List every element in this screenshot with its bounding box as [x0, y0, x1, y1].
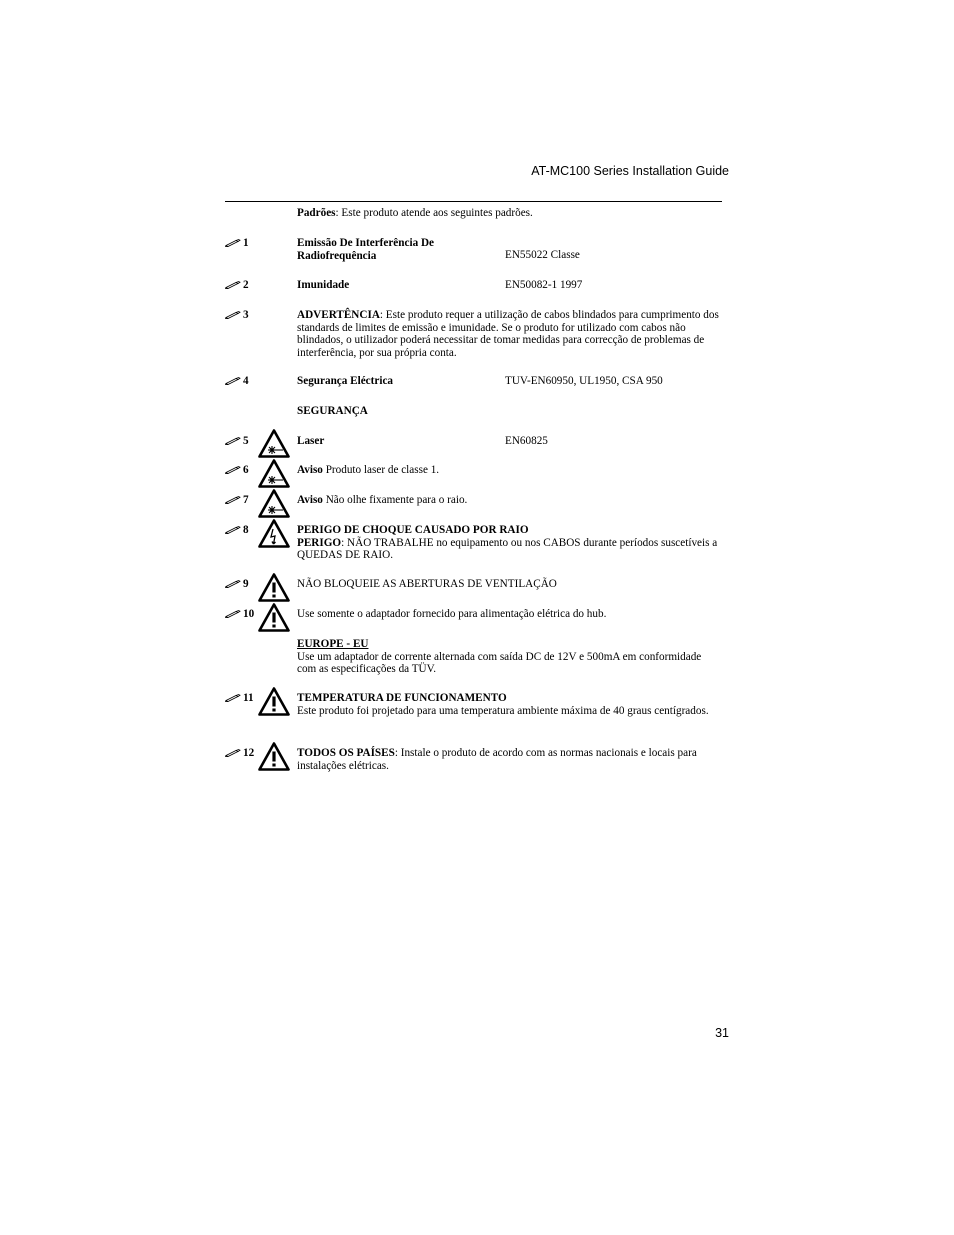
- pencil-icon: [225, 526, 241, 534]
- item-8-text: PERIGO DE CHOQUE CAUSADO POR RAIO PERIGO: NÃO TRABALHE no equipamento ou nos CABOS durante períodos suscetíveis a QUEDAS DE RAIO.: [297, 524, 718, 562]
- item-number-9: 9: [225, 578, 249, 591]
- item-number-4: 4: [225, 375, 249, 388]
- item-5-label: Laser: [297, 435, 325, 447]
- pencil-icon: [225, 281, 241, 289]
- electric-shock-warning-icon: [258, 519, 290, 548]
- header-title: AT-MC100 Series Installation Guide: [531, 164, 729, 178]
- caution-warning-icon: [258, 742, 290, 771]
- caution-warning-icon: [258, 573, 290, 602]
- intro-line: [297, 207, 533, 220]
- europe-eu-text: Use um adaptador de corrente alternada com saída DC de 12V e 500mA em conformidade com as especificações da TÜV.: [297, 650, 702, 676]
- pencil-icon: [225, 694, 241, 702]
- pencil-icon: [225, 377, 241, 385]
- item-7-text: Aviso Não olhe fixamente para o raio.: [297, 494, 468, 506]
- caution-warning-icon: [258, 687, 290, 716]
- intro-text: : Este produto atende aos seguintes padrões.: [335, 207, 533, 219]
- item-4-value: TUV-EN60950, UL1950, CSA 950: [505, 375, 663, 387]
- item-5-value: EN60825: [505, 435, 548, 447]
- pencil-icon: [225, 580, 241, 588]
- item-1-label: Emissão De Interferência De Radiofrequência: [297, 237, 435, 262]
- page-number: 31: [715, 1026, 729, 1040]
- europe-eu-heading: EUROPE - EU: [297, 638, 369, 650]
- item-11-text: TEMPERATURA DE FUNCIONAMENTO Este produto foi projetado para uma temperatura ambiente máxima de 40 graus centígrados.: [297, 692, 709, 717]
- pencil-icon: [225, 239, 241, 247]
- item-2-value: EN50082-1 1997: [505, 279, 583, 291]
- item-10-text: Use somente o adaptador fornecido para alimentação elétrica do hub.: [297, 608, 607, 620]
- item-number-11: 11: [225, 692, 254, 705]
- item-number-5: 5: [225, 435, 249, 448]
- pencil-icon: [225, 749, 241, 757]
- item-number-7: 7: [225, 494, 249, 507]
- pencil-icon: [225, 311, 241, 319]
- item-1-value: EN55022 Classe: [505, 249, 580, 261]
- caution-warning-icon: [258, 603, 290, 632]
- pencil-icon: [225, 610, 241, 618]
- item-number-8: 8: [225, 524, 249, 537]
- pencil-icon: [225, 496, 241, 504]
- laser-warning-icon: [258, 489, 290, 518]
- item-number-6: 6: [225, 464, 249, 477]
- section-heading-seguranca: SEGURANÇA: [297, 405, 368, 417]
- europe-eu-block: [297, 638, 722, 676]
- item-number-12: 12: [225, 747, 254, 760]
- item-2-label: Imunidade: [297, 279, 350, 291]
- pencil-icon: [225, 466, 241, 474]
- item-6-text: Aviso Produto laser de classe 1.: [297, 464, 440, 476]
- item-4-label: Segurança Eléctrica: [297, 375, 394, 387]
- item-number-10: 10: [225, 608, 254, 621]
- laser-warning-icon: [258, 429, 290, 458]
- laser-warning-icon: [258, 459, 290, 488]
- pencil-icon: [225, 437, 241, 445]
- header-rule: [225, 201, 722, 202]
- item-number-1: 1: [225, 237, 249, 250]
- item-number-3: 3: [225, 309, 249, 322]
- item-12-text: TODOS OS PAÍSES: Instale o produto de acordo com as normas nacionais e locais para instalações elétricas.: [297, 747, 697, 772]
- item-3-text: ADVERTÊNCIA: Este produto requer a utilização de cabos blindados para cumprimento dos standards de limites de emissão e imunidade. Se o produto for utilizado com cabos não blindados, o utilizador poderá necessitar de tomar medidas para correcção de problemas de interferência, por sua própria conta.: [297, 309, 719, 359]
- item-9-text: NÃO BLOQUEIE AS ABERTURAS DE VENTILAÇÃO: [297, 578, 557, 590]
- item-number-2: 2: [225, 279, 249, 292]
- intro-label: Padrões: [297, 207, 336, 219]
